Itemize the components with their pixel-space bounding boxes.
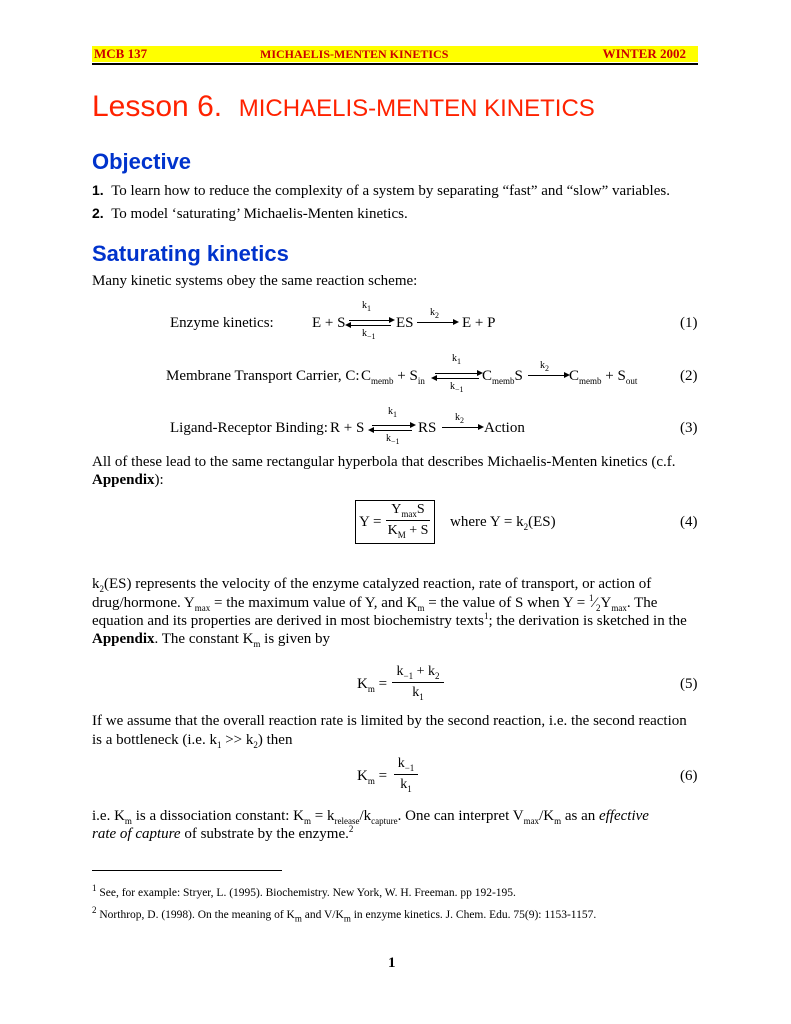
eq4-where: where $Y = k_2(ES)$ (450, 514, 556, 532)
eq3-forward-arrow (372, 425, 412, 426)
para2-line3: equation and its properties are derived in most biochemistry texts$^1$; the derivation is sketched in the (92, 611, 687, 629)
eq3-label: Ligand-Receptor Binding: (170, 420, 328, 436)
header-course: MCB 137 (94, 46, 148, 61)
title-prefix: Lesson 6. (92, 90, 223, 123)
running-header (92, 46, 698, 62)
eq1-lhs: E + S (312, 315, 346, 331)
eq3-k2: $k_2$ (455, 412, 464, 425)
eq6-numerator: $k_{-1}$ (397, 756, 415, 773)
objective-item-1 (92, 180, 670, 201)
para1-line2: Appendix): (92, 472, 164, 488)
eq5-denominator: $k_1$ (412, 685, 424, 702)
arrowhead-icon (410, 422, 416, 428)
objective-item-2 (92, 203, 408, 224)
eq4-number: (4) (680, 514, 698, 530)
para1-line1: All of these lead to the same rectangular hyperbola that describes Michaelis-Menten kinetics (c.f. (92, 454, 676, 470)
intro-text: Many kinetic systems obey the same reaction scheme: (92, 273, 418, 289)
eq2-k2: $k_2$ (540, 360, 549, 373)
para2-line2: drug/hormone. $Y_{max}$ = the maximum value of Y, and $K_m$ = the value of S when $Y = ^1⁄_2Y_{max}$. The (92, 593, 658, 613)
objective-heading: Objective (92, 149, 192, 174)
eq2-reverse-arrow (435, 378, 479, 379)
eq6-fraction-bar (394, 774, 418, 775)
para3-line2: is a bottleneck (i.e. $k_1 >> k_2$) then (92, 732, 293, 750)
eq3-number: (3) (680, 420, 698, 436)
eq2-km1: $k_{-1}$ (450, 381, 464, 394)
header-term: WINTER 2002 (602, 46, 686, 61)
eq1-rhs: E + P (462, 315, 496, 331)
eq6-lhs: $K_m$ = (357, 768, 388, 786)
arrowhead-icon (368, 427, 374, 433)
footnote-rule (92, 870, 282, 871)
eq1-km1: $k_{-1}$ (362, 328, 376, 341)
eq3-k1: $k_1$ (388, 406, 397, 419)
eq2-mid: $C_{memb}S$ (482, 368, 523, 386)
eq1-number: (1) (680, 315, 698, 331)
eq4-denominator: $K_M + S$ (387, 523, 429, 540)
page-number: 1 (388, 955, 396, 971)
eq2-forward-arrow (435, 373, 479, 374)
eq5-numerator: $k_{-1} + k_2$ (396, 664, 440, 681)
item-text: To model ‘saturating’ Michaelis-Menten kinetics. (111, 206, 408, 222)
para4-line1: i.e. $K_m$ is a dissociation constant: $K_m = k_{release}/k_{capture}$. One can interpret $V_{max}/K_m$ as an effective (92, 808, 649, 826)
eq2-number: (2) (680, 368, 698, 384)
eq5-number: (5) (680, 676, 698, 692)
para3-line1: If we assume that the overall reaction rate is limited by the second reaction, i.e. the second reaction (92, 713, 687, 729)
eq2-rhs: $C_{memb} + S_{out}$ (569, 368, 638, 386)
item-number: 2. (92, 205, 104, 221)
eq3-mid: RS (418, 420, 437, 436)
eq3-reverse-arrow (372, 430, 412, 431)
eq1-arrow-2 (417, 322, 455, 323)
arrowhead-icon (453, 319, 459, 325)
eq1-k1: $k_1$ (362, 300, 371, 313)
eq3-km1: $k_{-1}$ (386, 433, 400, 446)
eq6-number: (6) (680, 768, 698, 784)
eq1-forward-arrow (349, 320, 391, 321)
para2-line1: $k_2(ES)$ represents the velocity of the enzyme catalyzed reaction, rate of transport, or action of (92, 576, 652, 594)
page-title (92, 87, 595, 129)
eq4-numerator: $Y_{max}S$ (391, 502, 425, 519)
arrowhead-icon (431, 375, 437, 381)
item-text: To learn how to reduce the complexity of a system by separating “fast” and “slow” variables. (111, 183, 670, 199)
eq5-lhs: $K_m$ = (357, 676, 388, 694)
eq2-label: Membrane Transport Carrier, C: (166, 368, 360, 384)
arrowhead-icon (389, 317, 395, 323)
item-number: 1. (92, 182, 104, 198)
eq4-lhs: Y = (359, 514, 382, 530)
eq4-fraction-bar (386, 520, 430, 521)
eq2-arrow-2 (528, 375, 566, 376)
arrowhead-icon (345, 322, 351, 328)
eq5-fraction-bar (392, 682, 444, 683)
saturating-heading: Saturating kinetics (92, 241, 289, 266)
eq3-arrow-2 (442, 427, 480, 428)
eq2-lhs: $C_{memb} + S_{in}$ (361, 368, 425, 386)
eq6-denominator: $k_1$ (400, 777, 412, 794)
footnote-2: $^2$ Northrop, D. (1998). On the meaning of $K_m$ and $V/K_m$ in enzyme kinetics. J. Chem. Edu. 75(9): 1153-1157. (92, 905, 597, 924)
header-rule (92, 63, 698, 65)
footnote-1: $^1$ See, for example: Stryer, L. (1995). Biochemistry. New York, W. H. Freeman. pp 192-195. (92, 883, 516, 899)
header-title: MICHAELIS-MENTEN KINETICS (260, 47, 449, 61)
eq1-k2: $k_2$ (430, 307, 439, 320)
para2-line4: Appendix. The constant $K_m$ is given by (92, 631, 331, 649)
title-main: MICHAELIS-MENTEN KINETICS (238, 95, 595, 122)
eq2-k1: $k_1$ (452, 353, 461, 366)
para4-line2: rate of capture of substrate by the enzyme.$^2$ (92, 824, 354, 842)
eq3-lhs: R + S (330, 420, 365, 436)
eq1-mid: ES (396, 315, 414, 331)
eq1-label: Enzyme kinetics: (170, 315, 274, 331)
eq3-rhs: Action (484, 420, 525, 436)
eq1-reverse-arrow (349, 325, 391, 326)
